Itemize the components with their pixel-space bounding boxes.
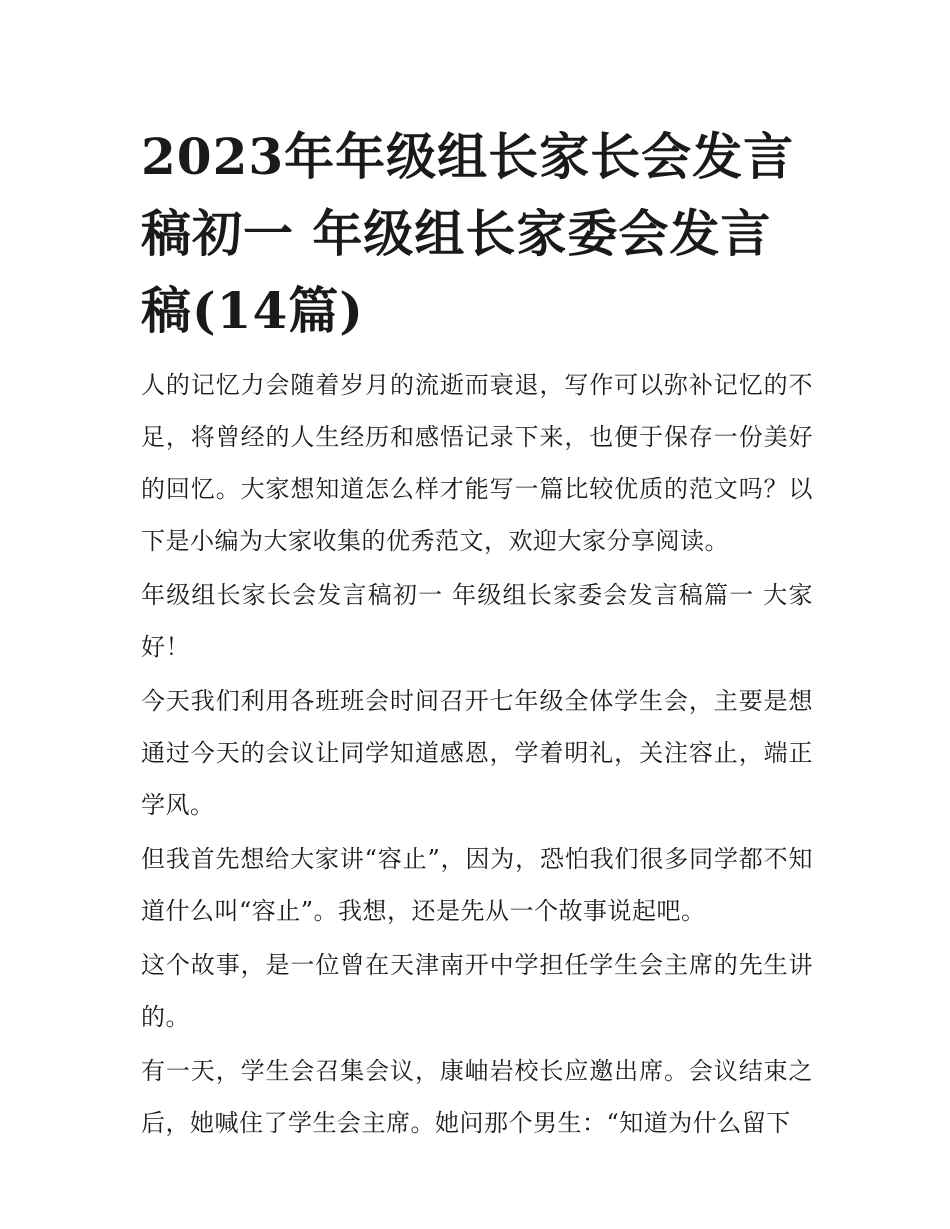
paragraph-intro: 人的记忆力会随着岁月的流逝而衰退，写作可以弥补记忆的不足，将曾经的人生经历和感悟记录下来，也便于保存一份美好的回忆。大家想知道怎么样才能写一篇比较优质的范文吗？以下是小编为大家收集的优秀范文，欢迎大家分享阅读。 — [141, 371, 813, 555]
paragraph-meeting-purpose: 今天我们利用各班班会时间召开七年级全体学生会，主要是想通过今天的会议让同学知道感恩，学着明礼，关注容止，端正学风。 — [141, 687, 813, 819]
paragraph-story: 有一天，学生会召集会议，康岫岩校长应邀出席。会议结束之后，她喊住了学生会主席。她问那个男生：“知道为什么留下 — [141, 1057, 813, 1137]
paragraph-rongzhi: 但我首先想给大家讲“容止”，因为，恐怕我们很多同学都不知道什么叫“容止”。我想，还是先从一个故事说起吧。 — [141, 845, 813, 925]
paragraph-greeting: 年级组长家长会发言稿初一 年级组长家委会发言稿篇一 大家好！ — [141, 581, 813, 661]
paragraph-story-source: 这个故事，是一位曾在天津南开中学担任学生会主席的先生讲的。 — [141, 951, 813, 1031]
document-title: 2023年年级组长家长会发言稿初一 年级组长家委会发言稿(14篇) — [141, 127, 795, 340]
document-page — [141, 118, 813, 1151]
